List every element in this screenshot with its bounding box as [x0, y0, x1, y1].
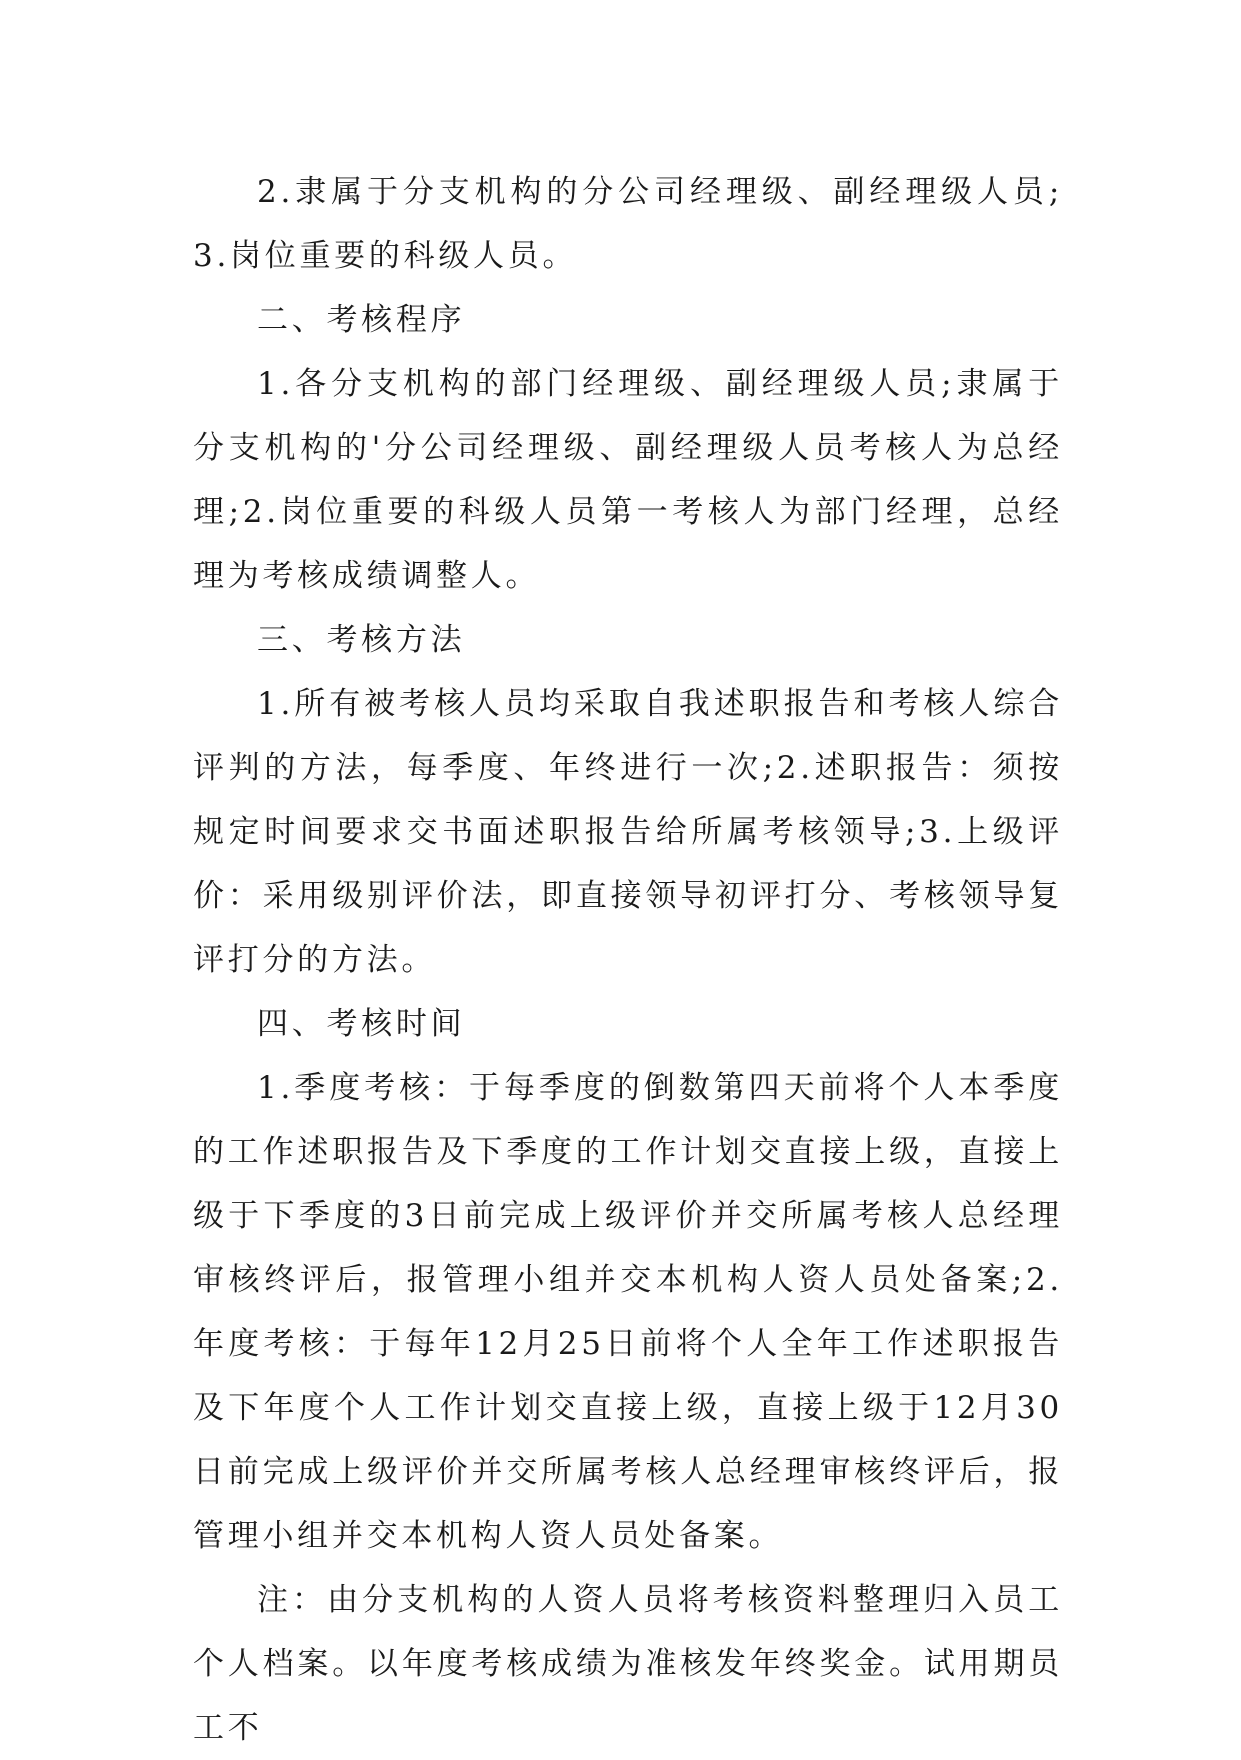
document-body [193, 160, 1063, 1760]
section-heading-procedure: 二、考核程序 [257, 302, 466, 338]
paragraph-note: 注：由分支机构的人资人员将考核资料整理归入员工个人档案。以年度考核成绩为准核发年终奖金。试用期员工不 [193, 1582, 1063, 1746]
paragraph-procedure: 1.各分支机构的部门经理级、副经理级人员;隶属于分支机构的'分公司经理级、副经理级人员考核人为总经理;2.岗位重要的科级人员第一考核人为部门经理，总经理为考核成绩调整人。 [193, 366, 1063, 594]
paragraph-method: 1.所有被考核人员均采取自我述职报告和考核人综合评判的方法，每季度、年终进行一次;2.述职报告：须按规定时间要求交书面述职报告给所属考核领导;3.上级评价：采用级别评价法，即直接领导初评打分、考核领导复评打分的方法。 [193, 686, 1063, 978]
section-heading-timing: 四、考核时间 [257, 1006, 466, 1042]
section-heading-method: 三、考核方法 [257, 622, 466, 658]
paragraph-timing: 1.季度考核：于每季度的倒数第四天前将个人本季度的工作述职报告及下季度的工作计划交直接上级，直接上级于下季度的3日前完成上级评价并交所属考核人总经理审核终评后，报管理小组并交本机构人资人员处备案;2.年度考核：于每年12月25日前将个人全年工作述职报告及下年度个人工作计划交直接上级，直接上级于12月30日前完成上级评价并交所属考核人总经理审核终评后，报管理小组并交本机构人资人员处备案。 [193, 1070, 1063, 1554]
paragraph-scope-continued: 2.隶属于分支机构的分公司经理级、副经理级人员;3.岗位重要的科级人员。 [193, 174, 1063, 274]
